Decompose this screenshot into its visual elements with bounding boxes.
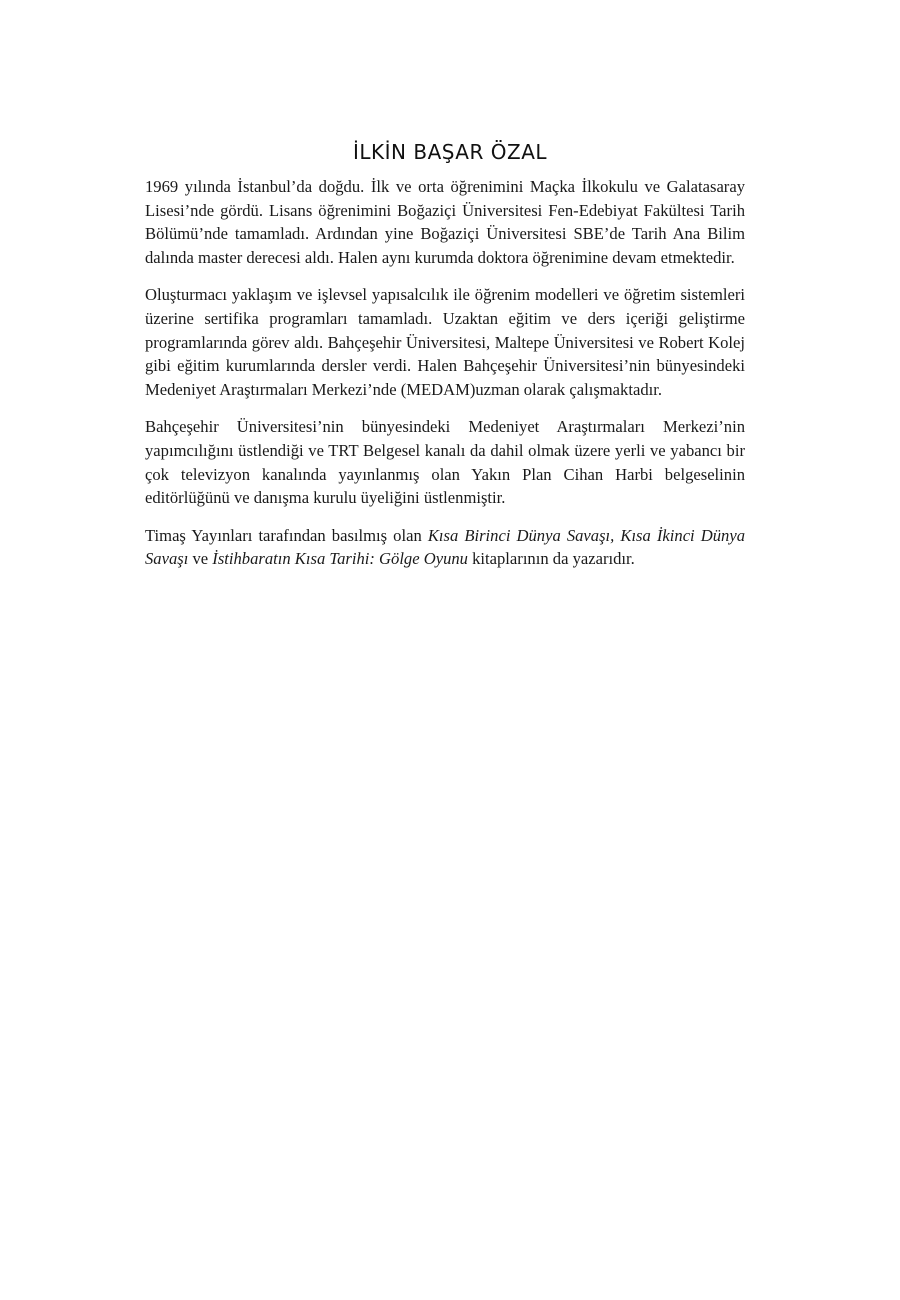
bio-paragraph-books — [145, 524, 745, 571]
bio-paragraph-documentary: Bahçeşehir Üniversitesi’nin bünyesindeki Medeniyet Araştırmaları Merkezi’nin yapımcılığını üstlendiği ve TRT Belgesel kanalı da dahil olmak üzere yerli ve yabancı bir çok televizyon kanalında yayınlanmış olan Yakın Plan Cihan Harbi belgeselinin editörlüğünü ve danışma kurulu üyeliğini üstlenmiştir. — [145, 417, 745, 508]
bio-paragraph-education: 1969 yılında İstanbul’da doğdu. İlk ve orta öğrenimini Maçka İlkokulu ve Galatasaray Lisesi’nde gördü. Lisans öğrenimini Boğaziçi Üniversitesi Fen-Edebiyat Fakültesi Tarih Bölümü’nde tamamladı. Ardından yine Boğaziçi Üniversitesi SBE’de Tarih Ana Bilim dalında master derecesi aldı. Halen aynı kurumda doktora öğrenimine devam etmektedir. — [145, 177, 745, 267]
book-title-intelligence-history: İstihbaratın Kısa Tarihi: Gölge Oyunu — [212, 549, 468, 569]
author-biography — [145, 175, 745, 585]
book-title-world-wars: Kısa Birinci Dünya Savaşı, Kısa İkinci Dünya Savaşı — [145, 525, 745, 569]
books-conjunction: ve — [188, 549, 213, 569]
bio-paragraph-career: Oluşturmacı yaklaşım ve işlevsel yapısalcılık ile öğrenim modelleri ve öğretim sistemleri üzerine sertifika programları tamamladı. Uzaktan eğitim ve ders içeriği geliştirme programlarında görev aldı. Bahçeşehir Üniversitesi, Maltepe Üniversitesi ve Robert Kolej gibi eğitim kurumlarında dersler verdi. Halen Bahçeşehir Üniversitesi’nin bünyesindeki Medeniyet Araştırmaları Merkezi’nde (MEDAM)uzman olarak çalışmaktadır. — [145, 285, 745, 399]
author-name-heading: İLKİN BAŞAR ÖZAL — [352, 140, 548, 164]
books-tail-text: kitaplarının da yazarıdır. — [467, 549, 635, 569]
books-lead-text: Timaş Yayınları tarafından basılmış olan — [145, 525, 428, 545]
